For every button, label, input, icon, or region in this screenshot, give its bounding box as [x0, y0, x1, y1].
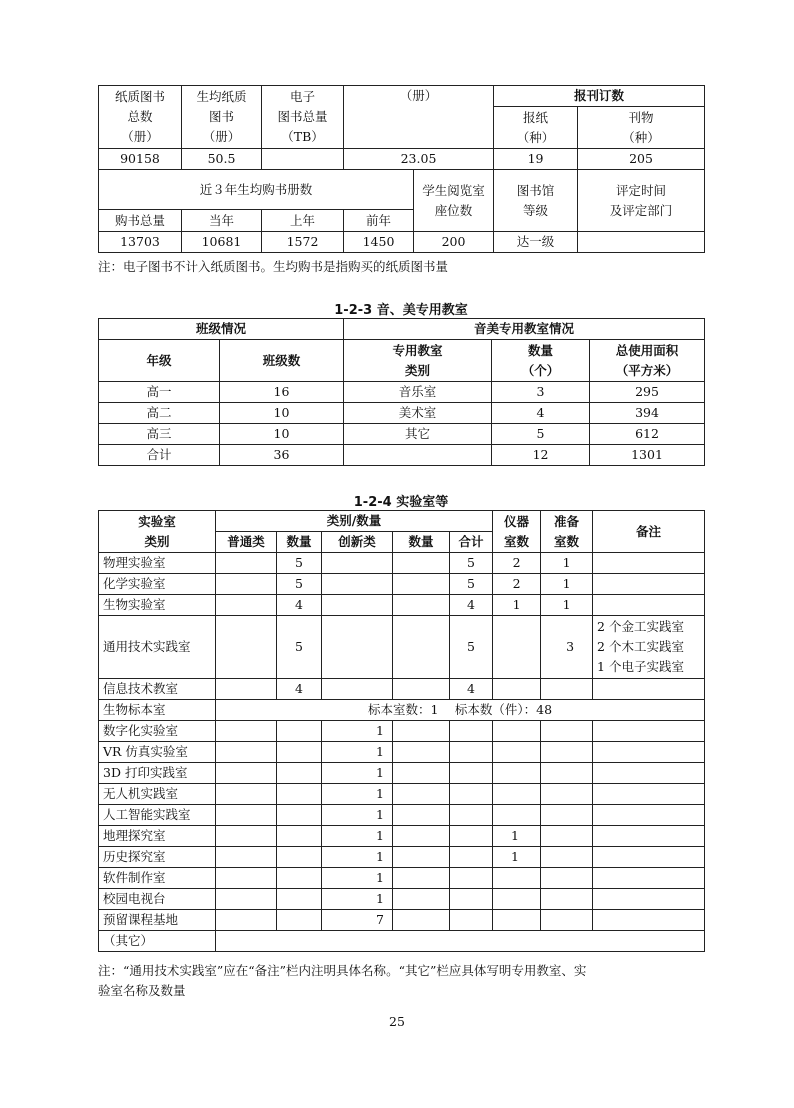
- table-row: [99, 403, 705, 424]
- remarks-cell: [593, 595, 705, 616]
- value-year-before: 1450: [344, 232, 414, 253]
- instrument-cell: [493, 763, 541, 784]
- table-row: [99, 445, 705, 466]
- total-cell: 5: [450, 616, 493, 679]
- innovative-cell: [322, 574, 393, 595]
- header-class-info: 班级情况: [99, 319, 344, 340]
- header-per-student-books: 生均纸质 图书 （册）: [182, 86, 262, 149]
- table-row: [99, 763, 705, 784]
- innovative-cell: [322, 553, 393, 574]
- instrument-cell: [493, 679, 541, 700]
- header-class-count: 班级数: [220, 340, 344, 382]
- instrument-cell: [493, 784, 541, 805]
- prep-cell: 3: [541, 616, 593, 679]
- labs-note: 注：“通用技术实践室”应在“备注”栏内注明具体名称。“其它”栏应具体写明专用教室、实 验室名称及数量: [98, 963, 587, 998]
- innovative-qty-cell: 1: [322, 889, 393, 910]
- ordinary-cell: [216, 553, 277, 574]
- room-area-cell: 394: [590, 403, 705, 424]
- header-ebooks: 电子 图书总量 （TB）: [262, 86, 344, 149]
- header-room-type: 专用教室 类别: [344, 340, 492, 382]
- instrument-cell: 1: [493, 826, 541, 847]
- lab-name-cell: 无人机实践室: [99, 784, 216, 805]
- lab-name-cell: 人工智能实践室: [99, 805, 216, 826]
- header-lab-type: 实验室 类别: [99, 511, 216, 553]
- table-row: [99, 910, 705, 931]
- innovative-qty-cell: [393, 616, 450, 679]
- header-newspapers: 报纸 （种）: [494, 107, 578, 149]
- ordinary-qty-cell: 4: [277, 595, 322, 616]
- remarks-cell: [593, 679, 705, 700]
- grade-cell: 高三: [99, 424, 220, 445]
- ordinary-qty-cell: 5: [277, 616, 322, 679]
- table-row: [99, 931, 705, 952]
- prep-cell: 1: [541, 595, 593, 616]
- lab-name-cell: 化学实验室: [99, 574, 216, 595]
- innovative-cell: [322, 595, 393, 616]
- class-count-cell: 16: [220, 382, 344, 403]
- room-area-cell: 295: [590, 382, 705, 403]
- value-magazines: 205: [578, 149, 705, 170]
- value-ebooks: [262, 149, 344, 170]
- innovative-qty-cell: [393, 553, 450, 574]
- music-art-title: 1-2-3 音、美专用教室: [334, 303, 468, 318]
- prep-cell: 1: [541, 574, 593, 595]
- header-magazines: 刊物 （种）: [578, 107, 705, 149]
- specimen-summary-cell: 标本室数：1 标本数（件）：48: [216, 700, 705, 721]
- table-row: [99, 805, 705, 826]
- header-category-quantity: 类别/数量: [216, 511, 493, 532]
- lab-name-cell: 地理探究室: [99, 826, 216, 847]
- table-row: [99, 382, 705, 403]
- value-this-year: 10681: [182, 232, 262, 253]
- room-area-cell: 1301: [590, 445, 705, 466]
- instrument-cell: 1: [493, 847, 541, 868]
- lab-name-cell: 物理实验室: [99, 553, 216, 574]
- room-quantity-cell: 4: [492, 403, 590, 424]
- music-art-table: [98, 318, 705, 466]
- value-last-year: 1572: [262, 232, 344, 253]
- instrument-cell: [493, 742, 541, 763]
- ordinary-cell: [216, 679, 277, 700]
- header-library-level: 图书馆 等级: [494, 170, 578, 232]
- innovative-qty-cell: 1: [322, 784, 393, 805]
- innovative-qty-cell: 1: [322, 763, 393, 784]
- room-type-cell: 美术室: [344, 403, 492, 424]
- header-unit: （册）: [344, 86, 494, 149]
- instrument-cell: [493, 616, 541, 679]
- lab-name-cell: VR 仿真实验室: [99, 742, 216, 763]
- room-quantity-cell: 3: [492, 382, 590, 403]
- header-ordinary: 普通类: [216, 532, 277, 553]
- header-reading-seats: 学生阅览室 座位数: [414, 170, 494, 232]
- table-row: [99, 721, 705, 742]
- lab-name-cell: 信息技术教室: [99, 679, 216, 700]
- innovative-qty-cell: 1: [322, 721, 393, 742]
- innovative-cell: [322, 679, 393, 700]
- lab-name-cell: 3D 打印实践室: [99, 763, 216, 784]
- total-cell: 4: [450, 679, 493, 700]
- table-row: [99, 553, 705, 574]
- innovative-qty-cell: 1: [322, 847, 393, 868]
- innovative-qty-cell: 7: [322, 910, 393, 931]
- labs-table: [98, 510, 705, 952]
- header-rooms-info: 音美专用教室情况: [344, 319, 705, 340]
- value-unit: 23.05: [344, 149, 494, 170]
- remarks-cell: [593, 574, 705, 595]
- innovative-qty-cell: [393, 574, 450, 595]
- instrument-cell: 2: [493, 553, 541, 574]
- room-type-cell: 音乐室: [344, 382, 492, 403]
- grade-cell: 高一: [99, 382, 220, 403]
- header-room-quantity: 数量 （个）: [492, 340, 590, 382]
- header-purchase-total: 购书总量: [99, 210, 182, 232]
- total-cell: 4: [450, 595, 493, 616]
- lab-name-cell: 生物实验室: [99, 595, 216, 616]
- prep-cell: 1: [541, 553, 593, 574]
- other-cell: [216, 931, 705, 952]
- table-row: [99, 616, 705, 679]
- header-this-year: 当年: [182, 210, 262, 232]
- header-year-before: 前年: [344, 210, 414, 232]
- ordinary-qty-cell: 5: [277, 574, 322, 595]
- innovative-qty-cell: 1: [322, 742, 393, 763]
- value-evaluation: [578, 232, 705, 253]
- header-room-area: 总使用面积 （平方米）: [590, 340, 705, 382]
- ordinary-qty-cell: 5: [277, 553, 322, 574]
- room-quantity-cell: 5: [492, 424, 590, 445]
- value-total-books: 90158: [99, 149, 182, 170]
- instrument-cell: 1: [493, 595, 541, 616]
- header-periodicals: 报刊订数: [494, 86, 705, 107]
- instrument-cell: [493, 805, 541, 826]
- innovative-qty-cell: [393, 595, 450, 616]
- innovative-qty-cell: 1: [322, 868, 393, 889]
- value-reading-seats: 200: [414, 232, 494, 253]
- ordinary-cell: [216, 574, 277, 595]
- labs-title: 1-2-4 实验室等: [353, 495, 449, 510]
- value-library-level: 达一级: [494, 232, 578, 253]
- total-cell: 5: [450, 553, 493, 574]
- lab-name-cell: 数字化实验室: [99, 721, 216, 742]
- table-row: [99, 826, 705, 847]
- header-innovative: 创新类: [322, 532, 393, 553]
- remarks-cell: [593, 553, 705, 574]
- ordinary-cell: [216, 595, 277, 616]
- value-per-student-books: 50.5: [182, 149, 262, 170]
- room-type-cell: 其它: [344, 424, 492, 445]
- class-count-cell: 36: [220, 445, 344, 466]
- instrument-cell: 2: [493, 574, 541, 595]
- class-count-cell: 10: [220, 403, 344, 424]
- header-last-year: 上年: [262, 210, 344, 232]
- instrument-cell: [493, 889, 541, 910]
- table-row: [99, 574, 705, 595]
- lab-name-cell: 生物标本室: [99, 700, 216, 721]
- total-cell: 5: [450, 574, 493, 595]
- ordinary-qty-cell: 4: [277, 679, 322, 700]
- innovative-cell: [322, 616, 393, 679]
- grade-cell: 高二: [99, 403, 220, 424]
- table-row: [99, 700, 705, 721]
- lab-name-cell: 预留课程基地: [99, 910, 216, 931]
- page-number: 25: [389, 1014, 405, 1029]
- lab-name-cell: 软件制作室: [99, 868, 216, 889]
- room-type-cell: [344, 445, 492, 466]
- innovative-qty-cell: 1: [322, 826, 393, 847]
- header-total-books: 纸质图书 总数 （册）: [99, 86, 182, 149]
- innovative-qty-cell: [393, 679, 450, 700]
- table-row: [99, 847, 705, 868]
- table-row: [99, 868, 705, 889]
- prep-cell: [541, 679, 593, 700]
- value-purchase-total: 13703: [99, 232, 182, 253]
- header-total: 合计: [450, 532, 493, 553]
- lab-name-cell: 通用技术实践室: [99, 616, 216, 679]
- header-recent-3-years: 近３年生均购书册数: [99, 170, 414, 210]
- header-instrument-rooms: 仪器 室数: [493, 511, 541, 553]
- table-row: [99, 424, 705, 445]
- table-row: [99, 784, 705, 805]
- instrument-cell: [493, 910, 541, 931]
- lab-name-cell: （其它）: [99, 931, 216, 952]
- ordinary-cell: [216, 616, 277, 679]
- table-row: [99, 742, 705, 763]
- value-newspapers: 19: [494, 149, 578, 170]
- header-remarks: 备注: [593, 511, 705, 553]
- header-grade: 年级: [99, 340, 220, 382]
- class-count-cell: 10: [220, 424, 344, 445]
- lab-name-cell: 校园电视台: [99, 889, 216, 910]
- grade-cell: 合计: [99, 445, 220, 466]
- table-row: [99, 679, 705, 700]
- lab-name-cell: 历史探究室: [99, 847, 216, 868]
- remarks-cell: 2 个金工实践室 2 个木工实践室 1 个电子实践室: [593, 616, 705, 679]
- header-quantity-innovative: 数量: [393, 532, 450, 553]
- library-table-grid: [98, 85, 705, 253]
- header-quantity-ordinary: 数量: [277, 532, 322, 553]
- instrument-cell: [493, 868, 541, 889]
- instrument-cell: [493, 721, 541, 742]
- room-quantity-cell: 12: [492, 445, 590, 466]
- innovative-qty-cell: 1: [322, 805, 393, 826]
- room-area-cell: 612: [590, 424, 705, 445]
- table-row: [99, 889, 705, 910]
- header-prep-rooms: 准备 室数: [541, 511, 593, 553]
- header-evaluation: 评定时间 及评定部门: [578, 170, 705, 232]
- table-row: [99, 595, 705, 616]
- library-note: 注：电子图书不计入纸质图书。生均购书是指购买的纸质图书量: [98, 259, 449, 274]
